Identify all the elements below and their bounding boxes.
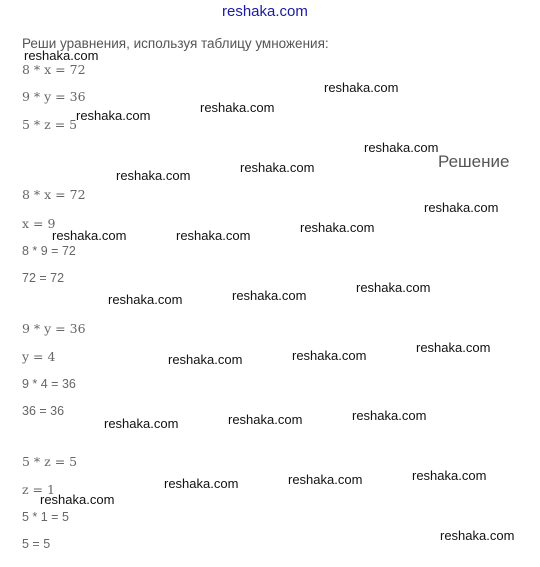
watermark: reshaka.com — [364, 140, 439, 155]
watermark: reshaka.com — [300, 220, 375, 235]
solution-line: y = 4 — [22, 349, 56, 364]
watermark: reshaka.com — [24, 48, 99, 63]
watermark: reshaka.com — [352, 408, 427, 423]
watermark: reshaka.com — [440, 528, 515, 543]
site-header-link[interactable]: reshaka.com — [222, 3, 308, 20]
watermark: reshaka.com — [356, 280, 431, 295]
watermark: reshaka.com — [104, 416, 179, 431]
watermark: reshaka.com — [40, 492, 115, 507]
watermark: reshaka.com — [176, 228, 251, 243]
solution-line: 36 = 36 — [22, 404, 65, 418]
task-equation-3: 5 * z = 5 — [22, 117, 78, 132]
watermark: reshaka.com — [76, 108, 151, 123]
task-equation-2: 9 * y = 36 — [22, 89, 86, 104]
watermark: reshaka.com — [288, 472, 363, 487]
watermark: reshaka.com — [232, 288, 307, 303]
watermark: reshaka.com — [424, 200, 499, 215]
solution-line: 5 * z = 5 — [22, 454, 78, 469]
watermark: reshaka.com — [116, 168, 191, 183]
watermark: reshaka.com — [324, 80, 399, 95]
watermark: reshaka.com — [416, 340, 491, 355]
solution-line: 9 * 4 = 36 — [22, 377, 76, 391]
watermark: reshaka.com — [200, 100, 275, 115]
solution-heading: Решение — [438, 152, 510, 171]
watermark: reshaka.com — [164, 476, 239, 491]
solution-line: 5 = 5 — [22, 537, 51, 551]
watermark: reshaka.com — [228, 412, 303, 427]
solution-line: 8 * 9 = 72 — [22, 244, 76, 258]
watermark: reshaka.com — [108, 292, 183, 307]
watermark: reshaka.com — [412, 468, 487, 483]
solution-line: 8 * x = 72 — [22, 187, 86, 202]
watermark: reshaka.com — [52, 228, 127, 243]
solution-line: x = 9 — [22, 216, 56, 231]
watermark: reshaka.com — [292, 348, 367, 363]
solution-line: 72 = 72 — [22, 271, 65, 285]
task-equation-1: 8 * x = 72 — [22, 62, 86, 77]
watermark: reshaka.com — [168, 352, 243, 367]
watermark: reshaka.com — [240, 160, 315, 175]
task-intro: Реши уравнения, используя таблицу умножения: — [22, 36, 329, 51]
solution-line: 5 * 1 = 5 — [22, 510, 69, 524]
solution-line: 9 * y = 36 — [22, 321, 86, 336]
solution-line: z = 1 — [22, 482, 55, 497]
